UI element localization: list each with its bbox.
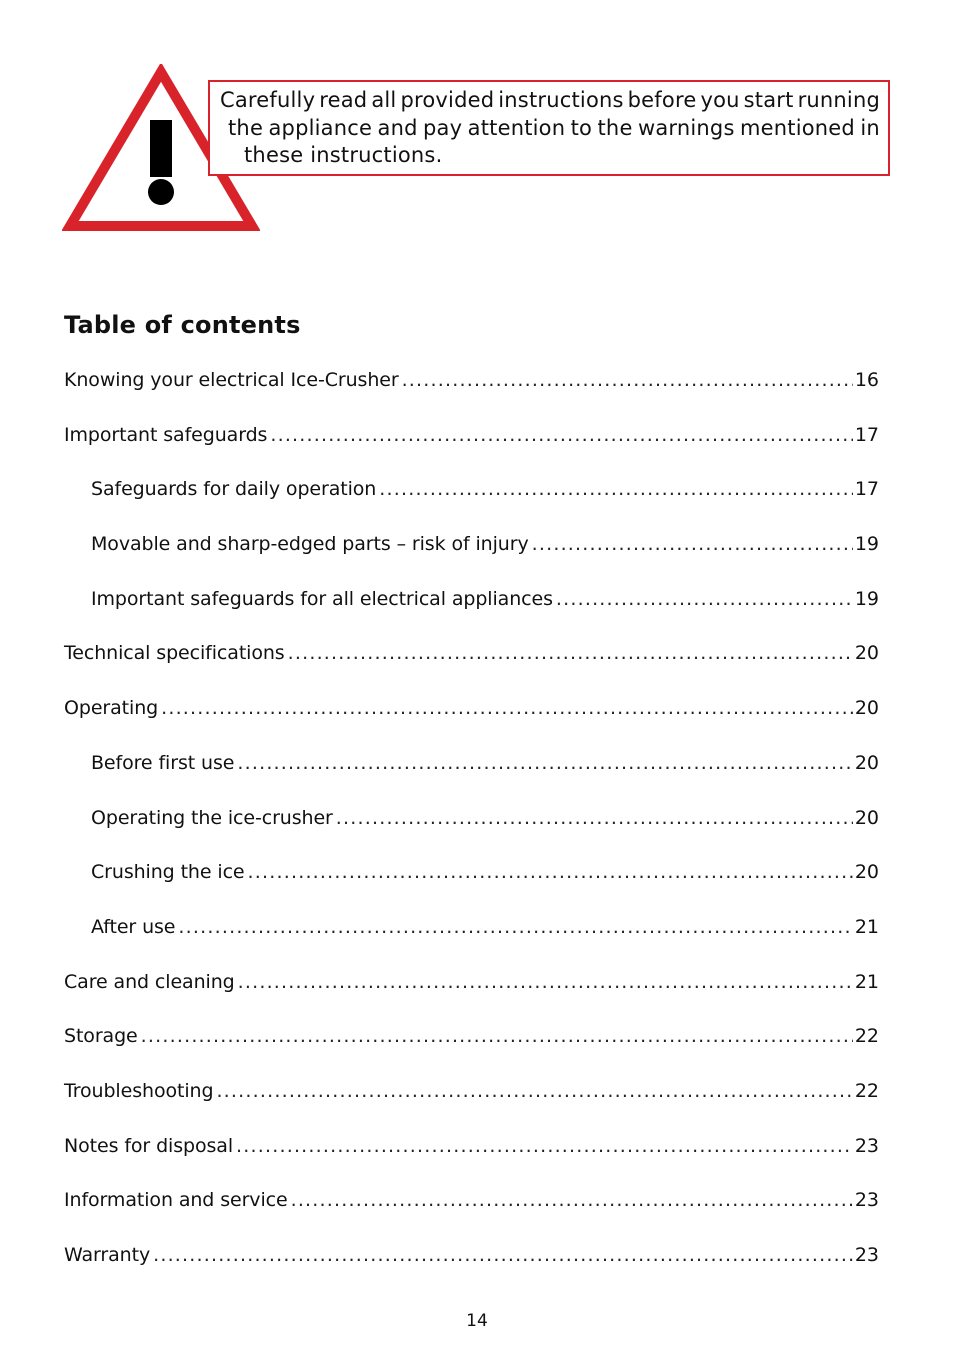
toc-dot-leader (288, 637, 853, 669)
toc-entry-page: 23 (854, 1134, 879, 1157)
toc-entry-label: Warranty (64, 1244, 151, 1266)
warning-line-3 (220, 142, 880, 170)
toc-entry-page: 17 (854, 423, 879, 446)
toc-dot-leader (532, 528, 853, 560)
toc-entry-page: 19 (854, 587, 879, 610)
toc-dot-leader (161, 692, 853, 724)
warning-word: all (371, 88, 397, 112)
toc-dot-leader (237, 747, 852, 779)
toc-dot-leader (336, 802, 853, 834)
toc-entry[interactable] (64, 419, 879, 474)
toc-entry[interactable] (64, 473, 879, 528)
warning-word: mentioned (740, 115, 855, 140)
toc-dot-leader (178, 911, 852, 943)
warning-word: before (627, 88, 697, 112)
toc-entry-label: Care and cleaning (64, 970, 235, 993)
toc-entry-label: Operating the ice-crusher (91, 806, 333, 829)
toc-entry-label: After use (91, 915, 176, 938)
page-number: 14 (466, 1311, 488, 1331)
toc-entry-page: 22 (854, 1079, 879, 1102)
toc-entry-page: 21 (854, 915, 879, 938)
toc-entry-page: 23 (854, 1244, 879, 1266)
toc-entry-page: 21 (854, 970, 879, 993)
warning-word: appliance (268, 115, 373, 140)
toc-dot-leader (141, 1020, 853, 1052)
warning-word: to (570, 115, 593, 140)
toc-entry-label: Important safeguards for all electrical appliances (91, 587, 553, 610)
toc-dot-leader (238, 966, 853, 998)
toc-list (64, 364, 879, 1294)
toc-entry[interactable] (64, 637, 879, 692)
toc-entry-page: 20 (854, 861, 879, 884)
toc-entry-page: 20 (854, 751, 879, 774)
toc-entry-page: 19 (854, 533, 879, 556)
toc-title: Table of contents (64, 311, 301, 339)
warning-word: attention (467, 115, 566, 140)
toc-dot-leader (270, 419, 852, 451)
warning-word: pay (423, 115, 463, 140)
toc-entry[interactable] (64, 1130, 879, 1185)
toc-entry[interactable] (64, 911, 879, 966)
toc-entry[interactable] (64, 747, 879, 802)
toc-entry[interactable] (64, 802, 879, 857)
toc-entry-page: 22 (854, 1025, 879, 1048)
warning-word: and (377, 115, 418, 140)
warning-word: start (743, 88, 794, 112)
toc-entry-label: Information and service (64, 1189, 288, 1212)
warning-word: the (597, 115, 633, 140)
toc-dot-leader (556, 583, 853, 615)
toc-dot-leader (402, 364, 853, 396)
toc-entry-label: Safeguards for daily operation (91, 478, 377, 501)
toc-entry[interactable] (64, 1075, 879, 1130)
warning-word: these instructions. (244, 143, 443, 167)
toc-entry-label: Technical specifications (64, 642, 285, 665)
warning-word: provided (400, 88, 495, 112)
toc-entry-page: 23 (854, 1189, 879, 1212)
toc-entry-label: Before first use (91, 751, 235, 774)
warning-word: instructions (498, 88, 624, 112)
toc-entry-label: Crushing the ice (91, 861, 245, 884)
warning-word: read (319, 88, 368, 112)
toc-entry[interactable] (64, 583, 879, 638)
toc-dot-leader (379, 473, 853, 505)
warning-word: running (797, 88, 880, 112)
toc-dot-leader (236, 1130, 853, 1162)
toc-entry[interactable] (64, 364, 879, 419)
toc-entry-label: Notes for disposal (64, 1134, 234, 1157)
toc-dot-leader (248, 856, 853, 888)
toc-entry[interactable] (64, 1020, 879, 1075)
toc-dot-leader (153, 1239, 853, 1271)
toc-dot-leader (216, 1075, 852, 1107)
toc-entry-label: Storage (64, 1025, 138, 1048)
toc-entry-page: 20 (854, 642, 879, 665)
toc-dot-leader (291, 1184, 853, 1216)
warning-word: Carefully (220, 88, 316, 112)
toc-entry-label: Operating (64, 697, 159, 720)
warning-notice-box (208, 80, 890, 176)
toc-entry[interactable] (64, 528, 879, 583)
warning-line-1 (220, 87, 880, 115)
warning-word: warnings (637, 115, 735, 140)
toc-entry-label: Knowing your electrical Ice-Crusher (64, 369, 399, 391)
toc-entry-page: 16 (854, 369, 879, 391)
toc-entry[interactable] (64, 692, 879, 747)
toc-entry-label: Troubleshooting (64, 1079, 214, 1102)
toc-entry[interactable] (64, 856, 879, 911)
warning-word: the (228, 115, 264, 140)
toc-entry[interactable] (64, 1184, 879, 1239)
toc-entry[interactable] (64, 966, 879, 1021)
toc-entry[interactable] (64, 1239, 879, 1294)
toc-entry-label: Important safeguards (64, 423, 268, 446)
warning-word: you (700, 88, 740, 112)
warning-line-2 (220, 115, 880, 143)
toc-entry-label: Movable and sharp-edged parts – risk of injury (91, 533, 529, 556)
toc-entry-page: 17 (854, 478, 879, 501)
warning-word: in (860, 115, 880, 140)
toc-entry-page: 20 (854, 697, 879, 720)
toc-entry-page: 20 (854, 806, 879, 829)
